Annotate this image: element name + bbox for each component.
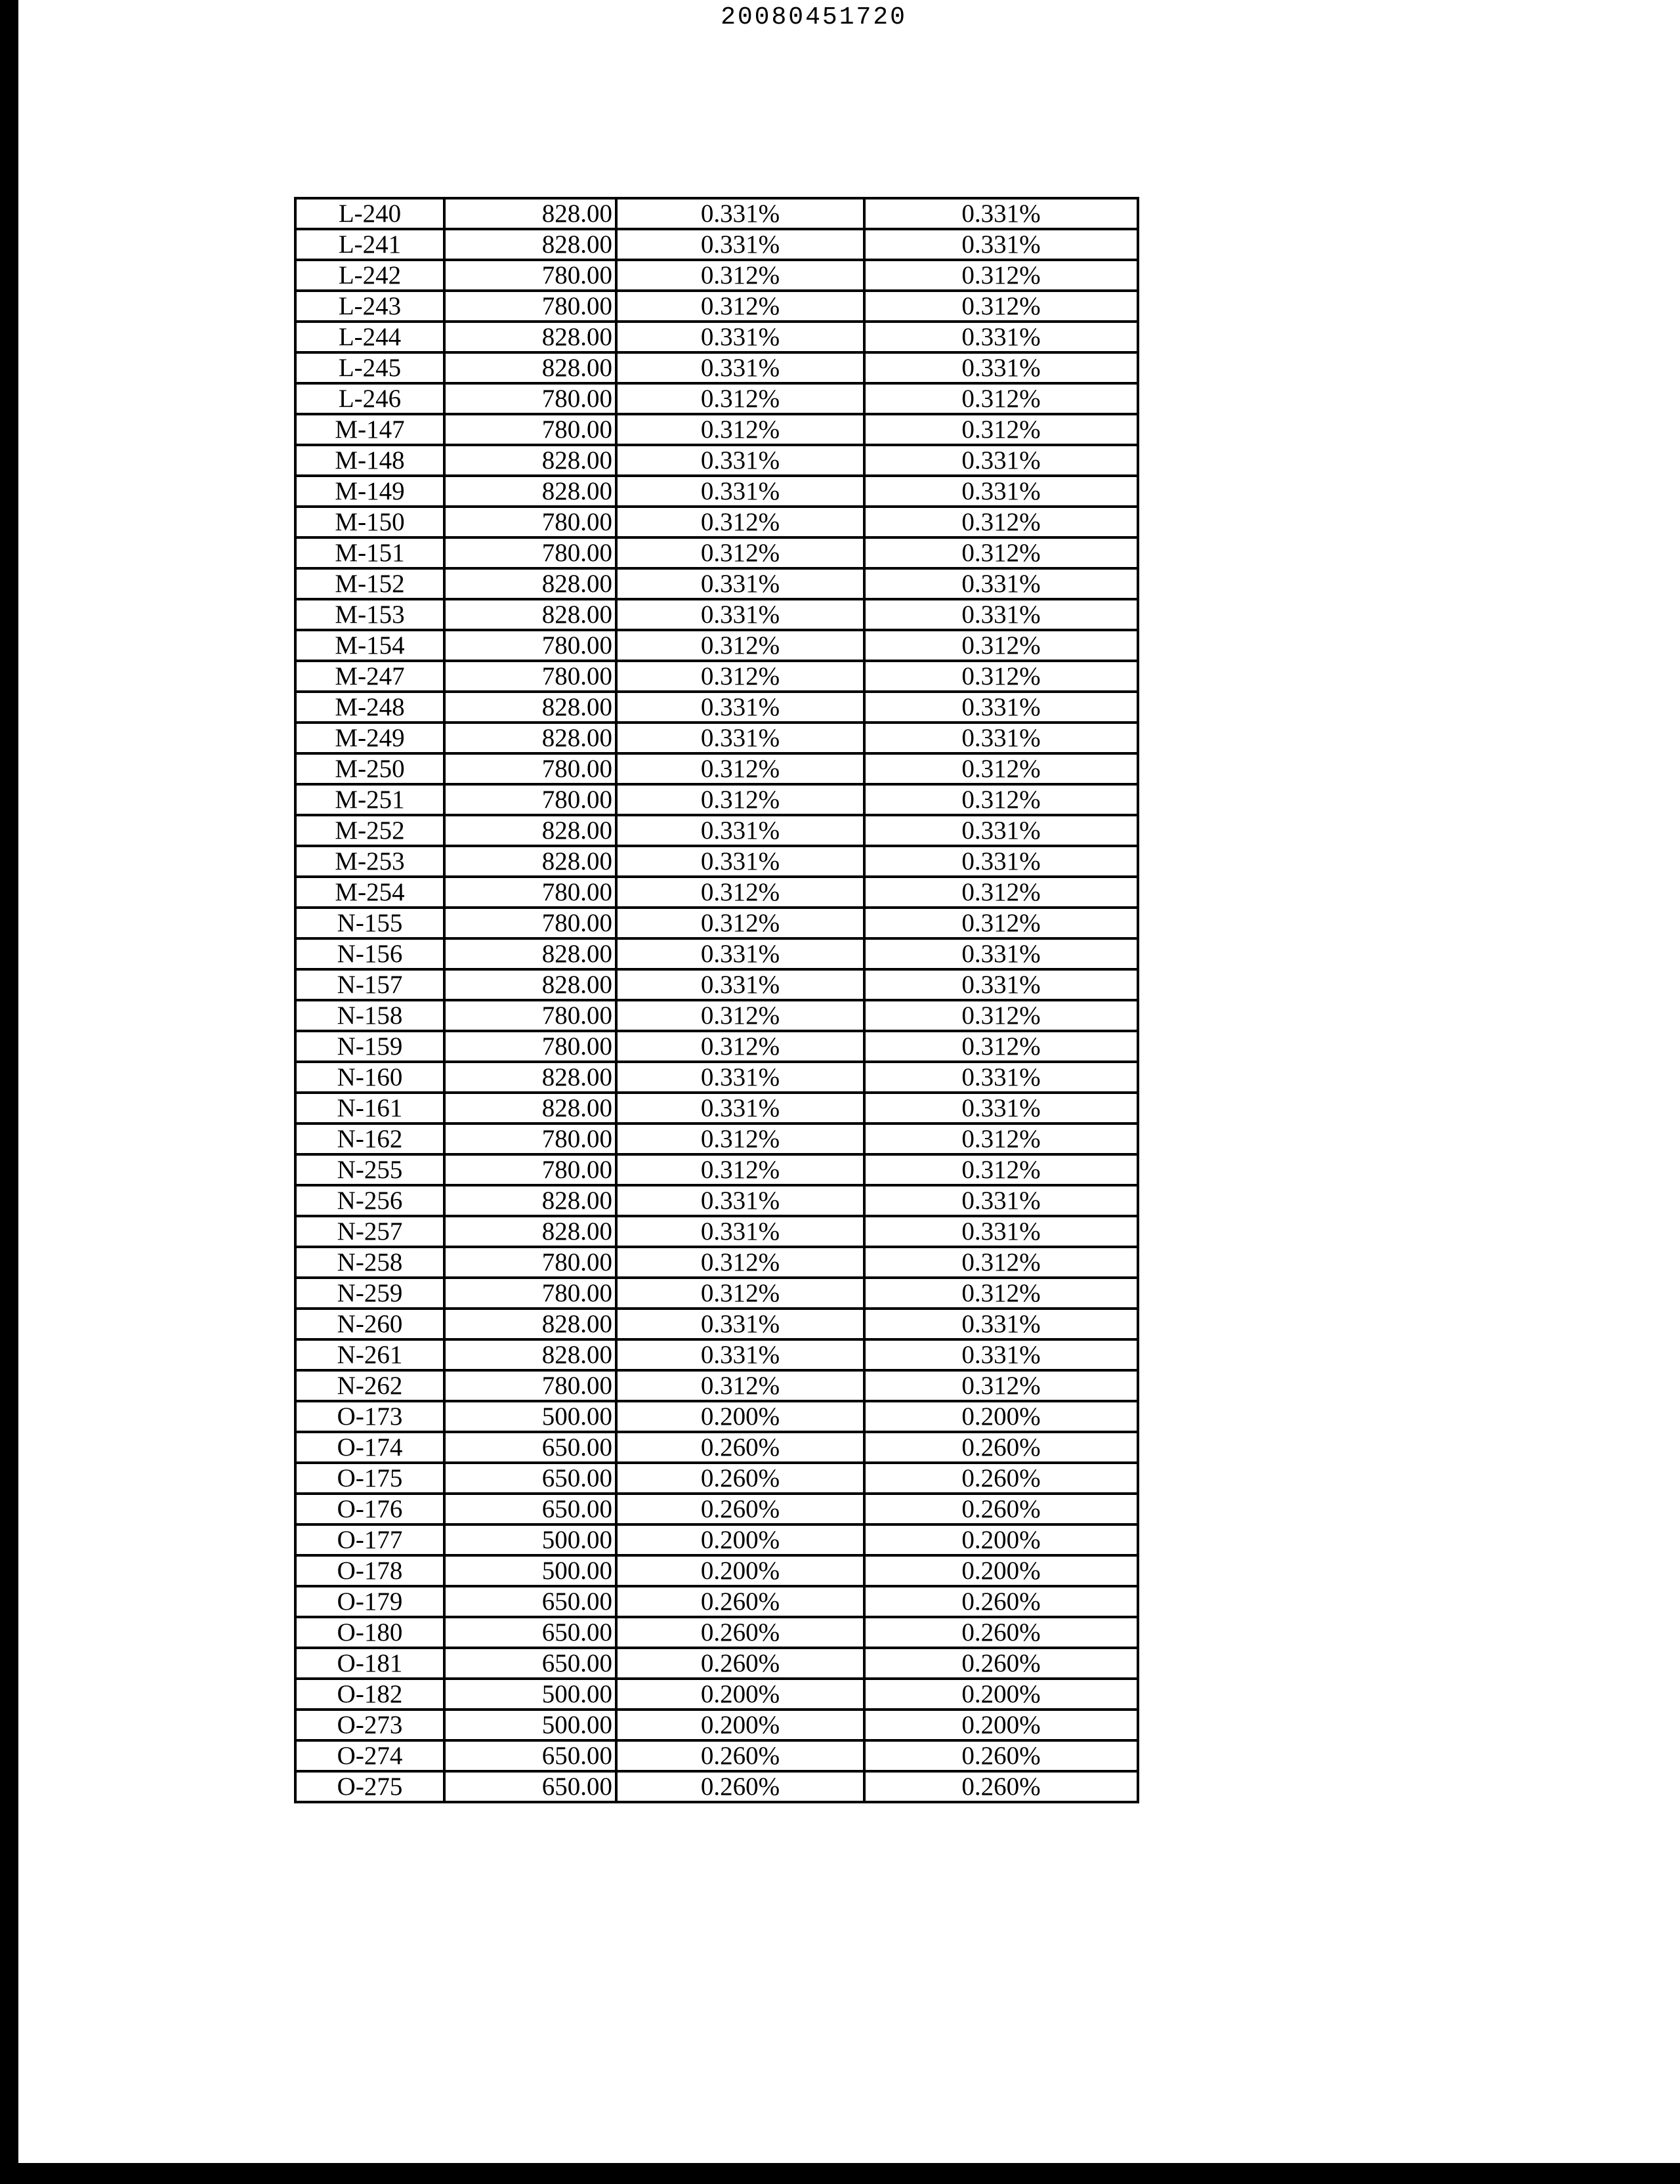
table-row xyxy=(295,291,1138,322)
percentage-cell: 0.312% xyxy=(616,1000,864,1031)
percentage-cell-2: 0.312% xyxy=(864,414,1138,445)
table-row xyxy=(295,1740,1138,1771)
percentage-cell-2: 0.331% xyxy=(864,198,1138,229)
percentage-cell-2: 0.312% xyxy=(864,260,1138,291)
percentage-cell: 0.260% xyxy=(616,1586,864,1617)
table-row xyxy=(295,1524,1138,1555)
table-row xyxy=(295,1370,1138,1401)
table-row xyxy=(295,1093,1138,1124)
percentage-cell-2: 0.312% xyxy=(864,661,1138,692)
percentage-cell: 0.260% xyxy=(616,1432,864,1463)
table-row xyxy=(295,1617,1138,1648)
amount-cell: 828.00 xyxy=(444,322,616,352)
amount-cell: 780.00 xyxy=(444,507,616,537)
unit-id-cell: M-153 xyxy=(295,599,444,630)
unit-id-cell: O-273 xyxy=(295,1710,444,1740)
percentage-cell: 0.312% xyxy=(616,877,864,908)
percentage-cell: 0.331% xyxy=(616,1093,864,1124)
unit-id-cell: M-147 xyxy=(295,414,444,445)
percentage-cell: 0.312% xyxy=(616,784,864,815)
amount-cell: 780.00 xyxy=(444,1154,616,1185)
amount-cell: 828.00 xyxy=(444,1309,616,1339)
table-row xyxy=(295,1124,1138,1154)
percentage-cell: 0.260% xyxy=(616,1463,864,1494)
percentage-cell-2: 0.331% xyxy=(864,476,1138,507)
unit-id-cell: N-258 xyxy=(295,1247,444,1278)
table-row xyxy=(295,753,1138,784)
scan-bottom-edge xyxy=(0,2163,1680,2184)
table-row xyxy=(295,630,1138,661)
percentage-cell-2: 0.331% xyxy=(864,723,1138,753)
table-row xyxy=(295,1771,1138,1802)
percentage-cell: 0.331% xyxy=(616,1185,864,1216)
percentage-cell: 0.312% xyxy=(616,414,864,445)
amount-cell: 828.00 xyxy=(444,938,616,969)
table-row xyxy=(295,352,1138,383)
amount-cell: 780.00 xyxy=(444,260,616,291)
table-row xyxy=(295,908,1138,938)
amount-cell: 780.00 xyxy=(444,383,616,414)
unit-id-cell: M-250 xyxy=(295,753,444,784)
amount-cell: 828.00 xyxy=(444,692,616,723)
table-row xyxy=(295,445,1138,476)
amount-cell: 780.00 xyxy=(444,908,616,938)
table-row xyxy=(295,1278,1138,1309)
amount-cell: 780.00 xyxy=(444,1031,616,1062)
unit-id-cell: N-257 xyxy=(295,1216,444,1247)
unit-id-cell: N-158 xyxy=(295,1000,444,1031)
percentage-cell: 0.200% xyxy=(616,1555,864,1586)
table-row xyxy=(295,507,1138,537)
percentage-cell-2: 0.312% xyxy=(864,1278,1138,1309)
percentage-cell-2: 0.260% xyxy=(864,1740,1138,1771)
unit-id-cell: M-154 xyxy=(295,630,444,661)
table-row xyxy=(295,1586,1138,1617)
percentage-cell: 0.331% xyxy=(616,352,864,383)
percentage-cell: 0.331% xyxy=(616,1062,864,1093)
amount-cell: 780.00 xyxy=(444,1000,616,1031)
percentage-cell: 0.331% xyxy=(616,1339,864,1370)
percentage-cell: 0.331% xyxy=(616,1216,864,1247)
percentage-cell-2: 0.312% xyxy=(864,1124,1138,1154)
percentage-cell-2: 0.312% xyxy=(864,1370,1138,1401)
table-row xyxy=(295,1339,1138,1370)
unit-id-cell: M-151 xyxy=(295,537,444,568)
table-row xyxy=(295,229,1138,260)
amount-cell: 650.00 xyxy=(444,1586,616,1617)
unit-id-cell: N-156 xyxy=(295,938,444,969)
table-row xyxy=(295,661,1138,692)
percentage-cell-2: 0.331% xyxy=(864,322,1138,352)
percentage-cell: 0.312% xyxy=(616,661,864,692)
table-row xyxy=(295,1185,1138,1216)
table-row xyxy=(295,877,1138,908)
percentage-cell: 0.331% xyxy=(616,969,864,1000)
unit-id-cell: O-181 xyxy=(295,1648,444,1679)
percentage-cell-2: 0.331% xyxy=(864,229,1138,260)
unit-id-cell: N-155 xyxy=(295,908,444,938)
table-row xyxy=(295,1309,1138,1339)
percentage-cell-2: 0.312% xyxy=(864,537,1138,568)
unit-id-cell: N-262 xyxy=(295,1370,444,1401)
amount-cell: 828.00 xyxy=(444,846,616,877)
percentage-cell-2: 0.200% xyxy=(864,1679,1138,1710)
percentage-cell-2: 0.260% xyxy=(864,1586,1138,1617)
amount-cell: 780.00 xyxy=(444,1370,616,1401)
percentage-cell: 0.312% xyxy=(616,1278,864,1309)
percentage-cell: 0.331% xyxy=(616,723,864,753)
percentage-cell: 0.312% xyxy=(616,1154,864,1185)
unit-allocation-table xyxy=(294,197,1139,1803)
table-row xyxy=(295,1432,1138,1463)
percentage-cell-2: 0.260% xyxy=(864,1771,1138,1802)
unit-id-cell: L-246 xyxy=(295,383,444,414)
percentage-cell-2: 0.331% xyxy=(864,445,1138,476)
table-row xyxy=(295,599,1138,630)
unit-id-cell: M-148 xyxy=(295,445,444,476)
percentage-cell: 0.331% xyxy=(616,476,864,507)
table-row xyxy=(295,784,1138,815)
amount-cell: 828.00 xyxy=(444,599,616,630)
percentage-cell: 0.200% xyxy=(616,1679,864,1710)
percentage-cell-2: 0.331% xyxy=(864,1062,1138,1093)
amount-cell: 780.00 xyxy=(444,1278,616,1309)
percentage-cell: 0.260% xyxy=(616,1494,864,1524)
amount-cell: 828.00 xyxy=(444,352,616,383)
percentage-cell: 0.331% xyxy=(616,692,864,723)
percentage-cell: 0.331% xyxy=(616,445,864,476)
table-row xyxy=(295,1062,1138,1093)
unit-id-cell: O-275 xyxy=(295,1771,444,1802)
table-row xyxy=(295,1555,1138,1586)
percentage-cell-2: 0.200% xyxy=(864,1555,1138,1586)
percentage-cell: 0.312% xyxy=(616,507,864,537)
amount-cell: 828.00 xyxy=(444,1062,616,1093)
table-row xyxy=(295,1247,1138,1278)
amount-cell: 780.00 xyxy=(444,414,616,445)
table-row xyxy=(295,1463,1138,1494)
amount-cell: 780.00 xyxy=(444,753,616,784)
table-row xyxy=(295,198,1138,229)
percentage-cell-2: 0.200% xyxy=(864,1710,1138,1740)
percentage-cell: 0.312% xyxy=(616,291,864,322)
percentage-cell: 0.331% xyxy=(616,198,864,229)
amount-cell: 828.00 xyxy=(444,476,616,507)
percentage-cell: 0.331% xyxy=(616,815,864,846)
percentage-cell-2: 0.331% xyxy=(864,692,1138,723)
table-row xyxy=(295,1401,1138,1432)
document-number: 20080451720 xyxy=(721,3,907,32)
percentage-cell-2: 0.312% xyxy=(864,507,1138,537)
percentage-cell: 0.200% xyxy=(616,1524,864,1555)
amount-cell: 500.00 xyxy=(444,1710,616,1740)
percentage-cell-2: 0.331% xyxy=(864,568,1138,599)
unit-id-cell: M-248 xyxy=(295,692,444,723)
percentage-cell: 0.331% xyxy=(616,938,864,969)
percentage-cell-2: 0.331% xyxy=(864,599,1138,630)
table-row xyxy=(295,815,1138,846)
unit-id-cell: N-256 xyxy=(295,1185,444,1216)
unit-id-cell: O-176 xyxy=(295,1494,444,1524)
percentage-cell-2: 0.331% xyxy=(864,1093,1138,1124)
amount-cell: 500.00 xyxy=(444,1555,616,1586)
unit-id-cell: M-149 xyxy=(295,476,444,507)
amount-cell: 780.00 xyxy=(444,1247,616,1278)
unit-id-cell: O-173 xyxy=(295,1401,444,1432)
percentage-cell-2: 0.312% xyxy=(864,1031,1138,1062)
percentage-cell-2: 0.260% xyxy=(864,1648,1138,1679)
unit-id-cell: M-150 xyxy=(295,507,444,537)
amount-cell: 500.00 xyxy=(444,1679,616,1710)
unit-id-cell: M-247 xyxy=(295,661,444,692)
percentage-cell-2: 0.312% xyxy=(864,1247,1138,1278)
percentage-cell-2: 0.312% xyxy=(864,1000,1138,1031)
percentage-cell: 0.312% xyxy=(616,383,864,414)
table-row xyxy=(295,568,1138,599)
percentage-cell: 0.312% xyxy=(616,1124,864,1154)
amount-cell: 828.00 xyxy=(444,568,616,599)
amount-cell: 828.00 xyxy=(444,445,616,476)
amount-cell: 780.00 xyxy=(444,630,616,661)
table-row xyxy=(295,1648,1138,1679)
percentage-cell: 0.312% xyxy=(616,630,864,661)
amount-cell: 650.00 xyxy=(444,1494,616,1524)
percentage-cell-2: 0.331% xyxy=(864,815,1138,846)
percentage-cell: 0.200% xyxy=(616,1401,864,1432)
unit-id-cell: M-252 xyxy=(295,815,444,846)
unit-id-cell: O-175 xyxy=(295,1463,444,1494)
percentage-cell-2: 0.312% xyxy=(864,1154,1138,1185)
percentage-cell: 0.260% xyxy=(616,1648,864,1679)
amount-cell: 500.00 xyxy=(444,1524,616,1555)
percentage-cell: 0.200% xyxy=(616,1710,864,1740)
unit-id-cell: N-161 xyxy=(295,1093,444,1124)
amount-cell: 650.00 xyxy=(444,1648,616,1679)
percentage-cell-2: 0.312% xyxy=(864,784,1138,815)
percentage-cell-2: 0.312% xyxy=(864,877,1138,908)
percentage-cell: 0.331% xyxy=(616,846,864,877)
amount-cell: 828.00 xyxy=(444,198,616,229)
unit-id-cell: O-274 xyxy=(295,1740,444,1771)
percentage-cell-2: 0.331% xyxy=(864,846,1138,877)
percentage-cell-2: 0.312% xyxy=(864,383,1138,414)
percentage-cell: 0.260% xyxy=(616,1771,864,1802)
percentage-cell: 0.260% xyxy=(616,1740,864,1771)
percentage-cell: 0.312% xyxy=(616,908,864,938)
amount-cell: 650.00 xyxy=(444,1463,616,1494)
percentage-cell: 0.312% xyxy=(616,1031,864,1062)
percentage-cell: 0.312% xyxy=(616,1370,864,1401)
percentage-cell-2: 0.331% xyxy=(864,1309,1138,1339)
percentage-cell-2: 0.312% xyxy=(864,630,1138,661)
percentage-cell: 0.331% xyxy=(616,599,864,630)
amount-cell: 828.00 xyxy=(444,723,616,753)
unit-id-cell: N-260 xyxy=(295,1309,444,1339)
unit-id-cell: L-241 xyxy=(295,229,444,260)
percentage-cell-2: 0.260% xyxy=(864,1463,1138,1494)
unit-id-cell: L-242 xyxy=(295,260,444,291)
unit-allocation-table-wrapper xyxy=(294,197,1137,1803)
amount-cell: 828.00 xyxy=(444,1216,616,1247)
percentage-cell-2: 0.312% xyxy=(864,908,1138,938)
table-row xyxy=(295,1154,1138,1185)
percentage-cell-2: 0.260% xyxy=(864,1432,1138,1463)
percentage-cell-2: 0.260% xyxy=(864,1494,1138,1524)
unit-id-cell: M-152 xyxy=(295,568,444,599)
unit-id-cell: N-259 xyxy=(295,1278,444,1309)
scan-left-edge xyxy=(0,0,18,2184)
unit-id-cell: L-240 xyxy=(295,198,444,229)
unit-id-cell: O-177 xyxy=(295,1524,444,1555)
percentage-cell: 0.312% xyxy=(616,1247,864,1278)
percentage-cell-2: 0.331% xyxy=(864,969,1138,1000)
unit-id-cell: N-157 xyxy=(295,969,444,1000)
amount-cell: 650.00 xyxy=(444,1432,616,1463)
table-row xyxy=(295,322,1138,352)
unit-id-cell: M-254 xyxy=(295,877,444,908)
amount-cell: 500.00 xyxy=(444,1401,616,1432)
percentage-cell-2: 0.331% xyxy=(864,1339,1138,1370)
percentage-cell: 0.312% xyxy=(616,753,864,784)
amount-cell: 828.00 xyxy=(444,815,616,846)
unit-id-cell: N-255 xyxy=(295,1154,444,1185)
table-row xyxy=(295,692,1138,723)
percentage-cell: 0.331% xyxy=(616,229,864,260)
table-row xyxy=(295,723,1138,753)
percentage-cell-2: 0.312% xyxy=(864,291,1138,322)
amount-cell: 780.00 xyxy=(444,291,616,322)
percentage-cell: 0.260% xyxy=(616,1617,864,1648)
amount-cell: 828.00 xyxy=(444,1339,616,1370)
amount-cell: 780.00 xyxy=(444,784,616,815)
table-row xyxy=(295,846,1138,877)
percentage-cell-2: 0.331% xyxy=(864,1216,1138,1247)
table-body xyxy=(295,198,1138,1802)
amount-cell: 780.00 xyxy=(444,1124,616,1154)
percentage-cell: 0.331% xyxy=(616,1309,864,1339)
unit-id-cell: L-245 xyxy=(295,352,444,383)
percentage-cell-2: 0.331% xyxy=(864,1185,1138,1216)
percentage-cell: 0.312% xyxy=(616,537,864,568)
table-row xyxy=(295,1031,1138,1062)
table-row xyxy=(295,938,1138,969)
percentage-cell-2: 0.331% xyxy=(864,352,1138,383)
unit-id-cell: N-261 xyxy=(295,1339,444,1370)
table-row xyxy=(295,476,1138,507)
percentage-cell: 0.331% xyxy=(616,322,864,352)
amount-cell: 780.00 xyxy=(444,877,616,908)
table-row xyxy=(295,1216,1138,1247)
unit-id-cell: N-160 xyxy=(295,1062,444,1093)
amount-cell: 828.00 xyxy=(444,969,616,1000)
unit-id-cell: O-178 xyxy=(295,1555,444,1586)
unit-id-cell: N-162 xyxy=(295,1124,444,1154)
percentage-cell-2: 0.312% xyxy=(864,753,1138,784)
table-row xyxy=(295,414,1138,445)
table-row xyxy=(295,969,1138,1000)
table-row xyxy=(295,383,1138,414)
amount-cell: 650.00 xyxy=(444,1771,616,1802)
percentage-cell: 0.312% xyxy=(616,260,864,291)
unit-id-cell: O-180 xyxy=(295,1617,444,1648)
amount-cell: 780.00 xyxy=(444,537,616,568)
unit-id-cell: L-244 xyxy=(295,322,444,352)
unit-id-cell: N-159 xyxy=(295,1031,444,1062)
unit-id-cell: O-182 xyxy=(295,1679,444,1710)
amount-cell: 828.00 xyxy=(444,1185,616,1216)
percentage-cell-2: 0.331% xyxy=(864,938,1138,969)
table-row xyxy=(295,1710,1138,1740)
table-row xyxy=(295,537,1138,568)
table-row xyxy=(295,260,1138,291)
amount-cell: 828.00 xyxy=(444,1093,616,1124)
unit-id-cell: L-243 xyxy=(295,291,444,322)
table-row xyxy=(295,1000,1138,1031)
percentage-cell: 0.331% xyxy=(616,568,864,599)
amount-cell: 650.00 xyxy=(444,1617,616,1648)
unit-id-cell: M-249 xyxy=(295,723,444,753)
table-row xyxy=(295,1679,1138,1710)
table-row xyxy=(295,1494,1138,1524)
unit-id-cell: M-251 xyxy=(295,784,444,815)
unit-id-cell: O-179 xyxy=(295,1586,444,1617)
unit-id-cell: M-253 xyxy=(295,846,444,877)
amount-cell: 650.00 xyxy=(444,1740,616,1771)
percentage-cell-2: 0.200% xyxy=(864,1524,1138,1555)
unit-id-cell: O-174 xyxy=(295,1432,444,1463)
amount-cell: 780.00 xyxy=(444,661,616,692)
percentage-cell-2: 0.200% xyxy=(864,1401,1138,1432)
amount-cell: 828.00 xyxy=(444,229,616,260)
percentage-cell-2: 0.260% xyxy=(864,1617,1138,1648)
